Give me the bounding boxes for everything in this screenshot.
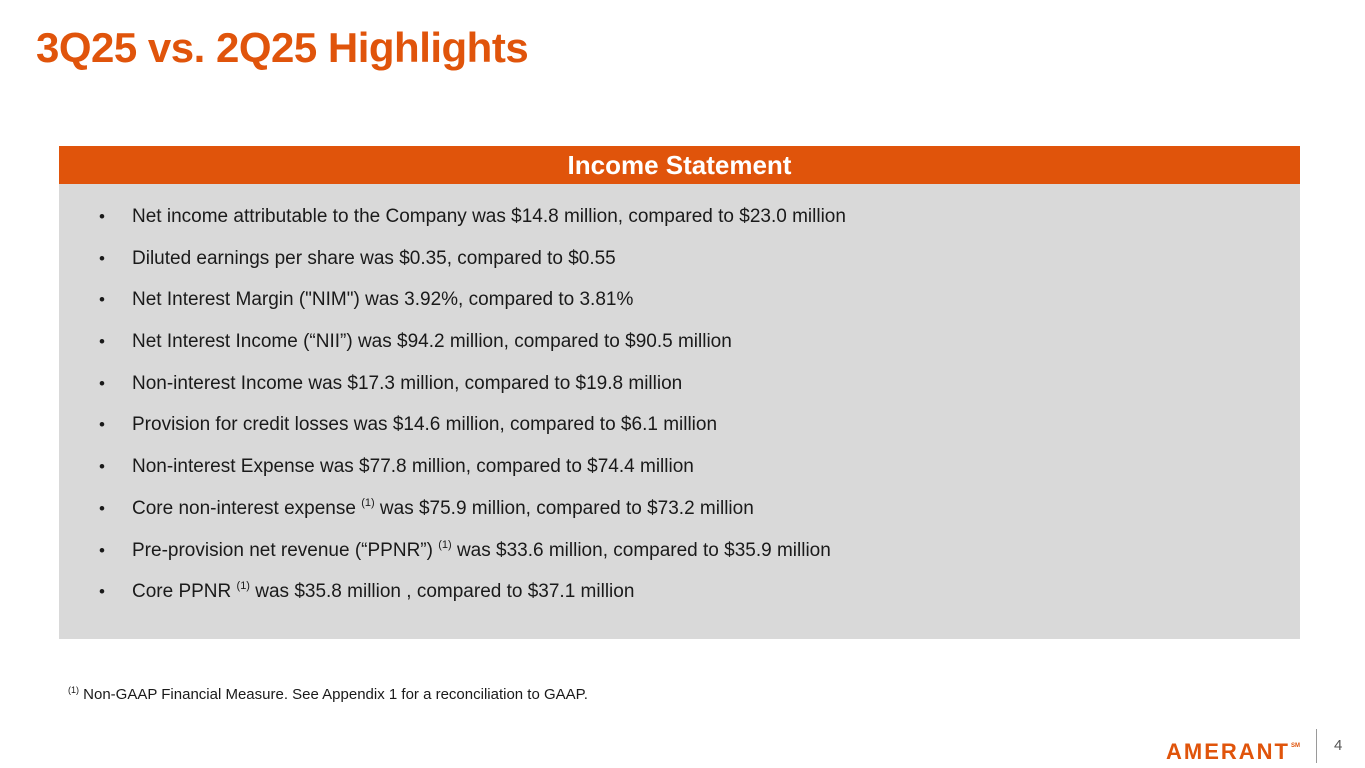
list-item-text: Provision for credit losses was $14.6 million, compared to $6.1 million xyxy=(132,414,718,436)
bullet-icon: • xyxy=(99,332,105,352)
logo-service-mark: SM xyxy=(1291,743,1300,749)
bullet-icon: • xyxy=(99,373,105,393)
footnote-marker: (1) xyxy=(236,580,250,593)
list-item xyxy=(59,363,1300,405)
bullet-icon: • xyxy=(99,540,105,560)
logo-text: AMERANT xyxy=(1166,739,1290,764)
list-item-text: Core non-interest expense $^{(1)}$ was $75.9 million, compared to $73.2 million xyxy=(132,496,754,519)
bullet-icon: • xyxy=(99,457,105,477)
list-item-text: Net income attributable to the Company was $14.8 million, compared to $23.0 million xyxy=(132,206,846,227)
logo-divider xyxy=(1316,729,1317,763)
panel-header: Income Statement xyxy=(59,146,1300,184)
bullet-icon: • xyxy=(99,207,105,226)
list-item xyxy=(59,238,1300,280)
list-item xyxy=(59,571,1300,613)
footnote-marker: (1) xyxy=(438,538,452,551)
list-item xyxy=(59,196,1300,238)
list-item-text: Non-interest Income was $17.3 million, compared to $19.8 million xyxy=(132,372,683,394)
list-item xyxy=(59,321,1300,363)
footnote-text: Non-GAAP Financial Measure. See Appendix 1 for a reconciliation to GAAP. xyxy=(79,686,588,703)
list-item-text: Pre-provision net revenue (“PPNR”) $^{(1)}$ was $33.6 million, compared to $35.9 million xyxy=(132,538,831,561)
footnote-marker: (1) xyxy=(68,685,79,695)
list-item xyxy=(59,488,1300,530)
bullet-icon: • xyxy=(99,498,105,518)
bullet-icon: • xyxy=(99,248,105,268)
amerant-logo xyxy=(1166,735,1300,763)
bullet-icon: • xyxy=(99,415,105,435)
list-item-text: Non-interest Expense was $77.8 million, compared to $74.4 million xyxy=(132,456,694,478)
bullet-icon: • xyxy=(99,290,105,310)
highlights-list xyxy=(59,184,1300,613)
footnote-marker: (1) xyxy=(361,496,375,509)
list-item-text: Net Interest Income (“NII”) was $94.2 million, compared to $90.5 million xyxy=(132,331,732,353)
income-statement-panel xyxy=(59,146,1300,639)
footnote xyxy=(68,686,588,703)
bullet-icon: • xyxy=(99,582,105,602)
page-title: 3Q25 vs. 2Q25 Highlights xyxy=(36,24,529,71)
list-item-text: Diluted earnings per share was $0.35, compared to $0.55 xyxy=(132,247,616,269)
list-item xyxy=(59,530,1300,572)
list-item xyxy=(59,279,1300,321)
list-item-text: Net Interest Margin ("NIM") was 3.92%, compared to 3.81% xyxy=(132,289,634,311)
page-number: 4 xyxy=(1334,737,1343,754)
list-item-text: Core PPNR $^{(1)}$ was $35.8 million , compared to $37.1 million xyxy=(132,580,635,603)
list-item xyxy=(59,404,1300,446)
list-item xyxy=(59,446,1300,488)
